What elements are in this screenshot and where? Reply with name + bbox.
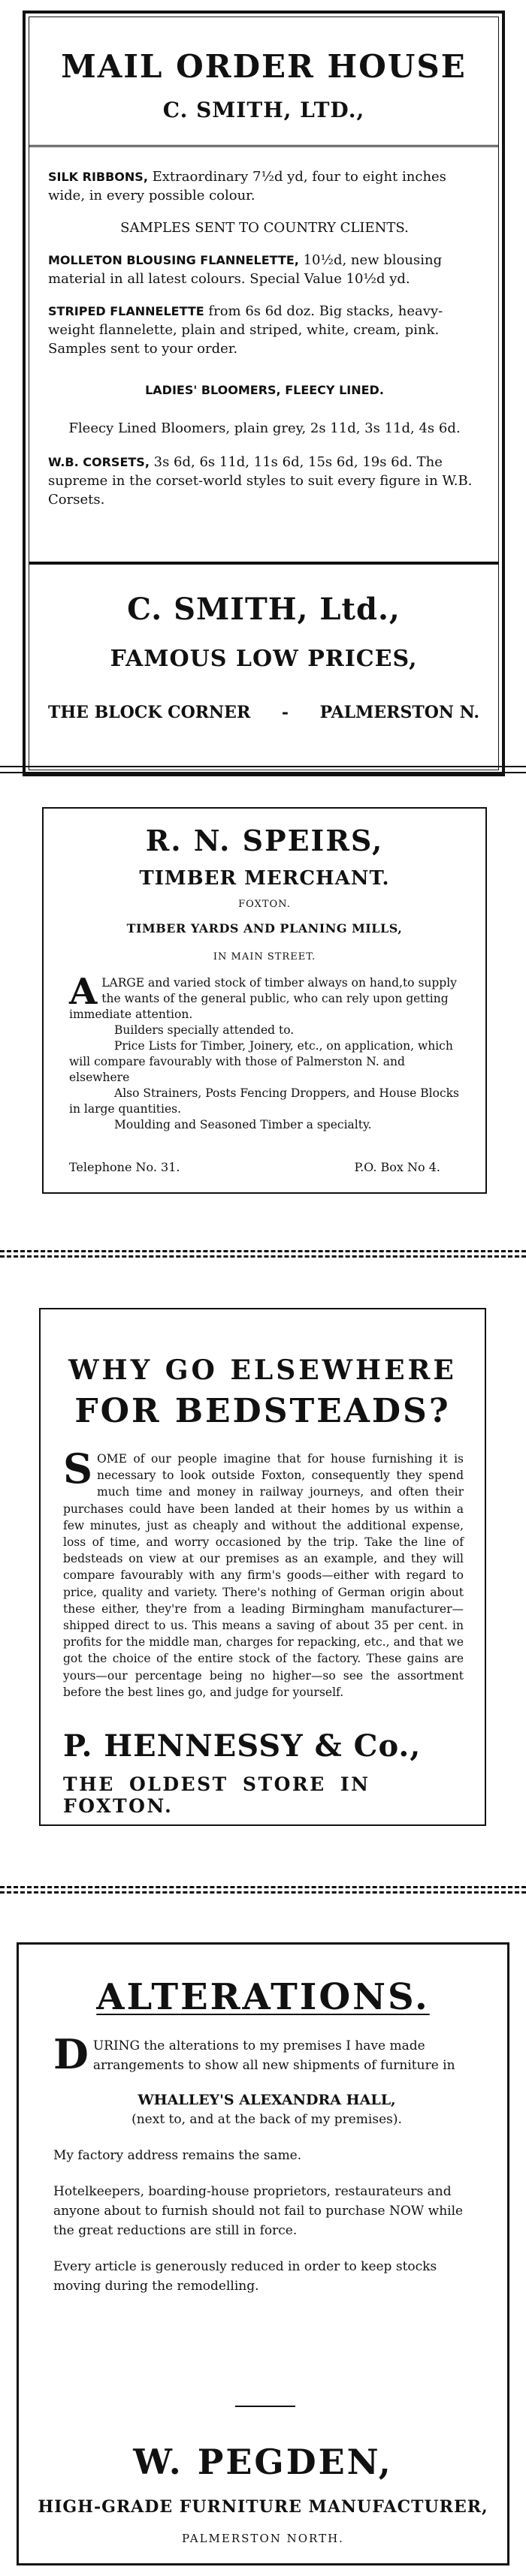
item-label: SILK RIBBONS, (48, 170, 148, 184)
speirs-telephone: Telephone No. 31. (69, 1160, 180, 1174)
mail-order-subtitle: C. SMITH, LTD., (162, 98, 365, 122)
footer-dash: - (281, 703, 289, 722)
footer-name: C. SMITH, Ltd., (127, 592, 401, 627)
pegden-trade: HIGH-GRADE FURNITURE MANUFACTURER, (38, 2497, 488, 2517)
header-divider (29, 145, 499, 147)
dropcap: S (63, 1445, 92, 1493)
item-text: 3s 6d, 6s 11d, 11s 6d, 15s 6d, 19s 6d. The supreme in the corset-world styles to suit every figure in W.B. Corsets. (48, 454, 473, 508)
separator-band (0, 766, 526, 773)
speirs-town: FOXTON. (238, 899, 291, 910)
speirs-yards: TIMBER YARDS AND PLANING MILLS, (126, 921, 403, 935)
footer-address-right: PALMERSTON N. (319, 703, 479, 722)
pegden-body (53, 2030, 480, 2296)
speirs-trade: TIMBER MERCHANT. (139, 867, 390, 890)
pegden-para2: My factory address remains the same. (53, 2148, 302, 2163)
hennessy-headline2: FOR BEDSTEADS? (74, 1392, 451, 1430)
pegden-para3: Hotelkeepers, boarding-house proprietors, restaurateurs and anyone about to furnish should not fail to purchase NOW while the great reductions are still in force. (53, 2184, 464, 2238)
pegden-ad (17, 1942, 509, 2565)
pegden-hall: WHALLEY'S ALEXANDRA HALL, (138, 2092, 396, 2108)
speirs-name: R. N. SPEIRS, (145, 824, 384, 857)
footer-tagline: FAMOUS LOW PRICES, (110, 646, 418, 672)
item-silk-ribbons (48, 167, 481, 205)
speirs-para3: Price Lists for Timber, Joinery, etc., on application, which will compare favourably with those of Palmerston N. and elsewhere (69, 1039, 453, 1084)
item-text: from 6s 6d doz. Big stacks, heavy-weight flannelette, plain and striped, white, cream, pink. Samples sent to your order. (48, 303, 443, 357)
item-bloomers (48, 419, 481, 438)
mail-order-items (48, 167, 481, 517)
item-molleton (48, 251, 481, 288)
para-text: OME of our people imagine that for house furnishing it is necessary to look outside Foxton, consequently they spend much time and money in railway journeys, and often their purchases could have been landed at their homes by us within a few minutes, just as cheaply and without the additional expense, loss of time, and worry occasioned by the trip. Take the line of bedsteads on view at our premises as an example, and they will compare favourably with any firm's goods—either with regard to price, quality and variety. There's nothing of German origin about these either, they're from a leading Birmingham manufacturer—shipped direct to us. This means a saving of about 35 per cent. in profits for the middle man, charges for repacking, etc., and that we got the choice of the entire stock of the factory. These gains are yours—our percentage being no higher—so see the assortment before the best lines go, and judge for yourself. (63, 1452, 464, 1699)
item-label: STRIPED FLANNELETTE (48, 304, 204, 318)
para-text: LARGE and varied stock of timber always on hand,to supply the wants of the general public, who can rely upon getting immediate attention. (69, 976, 457, 1021)
pegden-para4: Every article is generously reduced in order to keep stocks moving during the remodelling. (53, 2259, 437, 2294)
item-label: MOLLETON BLOUSING FLANNELETTE, (48, 253, 299, 267)
footer-address-left: THE BLOCK CORNER (48, 703, 251, 722)
speirs-ad (42, 807, 487, 1194)
separator-band (0, 1250, 526, 1258)
speirs-para2: Builders specially attended to. (114, 1023, 295, 1037)
item-bloomers-heading (48, 381, 481, 399)
hennessy-para (63, 1445, 464, 1701)
item-label: LADIES' BLOOMERS, FLEECY LINED. (145, 383, 384, 397)
footer-address (48, 703, 479, 722)
speirs-para4: Also Strainers, Posts Fencing Droppers, and House Blocks in large quantities. (69, 1086, 459, 1116)
mail-order-title: MAIL ORDER HOUSE (61, 48, 467, 85)
pegden-headline: ALTERATIONS. (96, 1976, 430, 2018)
pegden-para1 (53, 2030, 480, 2078)
item-text: Fleecy Lined Bloomers, plain grey, 2s 11d, 3s 11d, 4s 6d. (68, 420, 461, 436)
speirs-para5: Moulding and Seasoned Timber a specialty. (114, 1118, 372, 1131)
pegden-divider (235, 2406, 295, 2407)
hennessy-firm: P. HENNESSY & Co., (63, 1728, 422, 1764)
hennessy-headline1: WHY GO ELSEWHERE (68, 1354, 457, 1386)
item-corsets (48, 453, 481, 509)
speirs-body (69, 971, 463, 1133)
hennessy-ad (39, 1308, 486, 1826)
item-striped (48, 302, 481, 358)
footer-divider (29, 562, 499, 565)
pegden-town: PALMERSTON NORTH. (182, 2532, 344, 2545)
mail-order-ad (23, 11, 505, 776)
item-text: SAMPLES SENT TO COUNTRY CLIENTS. (120, 220, 409, 236)
item-samples (48, 218, 481, 237)
pegden-hall-note: (next to, and at the back of my premises). (132, 2112, 402, 2127)
item-text: Extraordinary 7½d yd, four to eight inches wide, in every possible colour. (48, 169, 446, 203)
dropcap: D (53, 2030, 89, 2078)
para-text: URING the alterations to my premises I have made arrangements to show all new shipments of furniture in (92, 2038, 455, 2073)
hennessy-body (63, 1445, 464, 1701)
speirs-pobox: P.O. Box No 4. (354, 1160, 440, 1174)
dropcap: A (69, 971, 98, 1013)
item-label: W.B. CORSETS, (48, 455, 150, 469)
speirs-para1 (69, 971, 463, 1023)
speirs-street: IN MAIN STREET. (213, 951, 316, 963)
separator-band (0, 1886, 526, 1894)
speirs-contact (69, 1160, 440, 1174)
hennessy-slogan: THE OLDEST STORE IN FOXTON. (63, 1773, 370, 1817)
pegden-name: W. PEGDEN, (133, 2442, 393, 2482)
item-text: 10½d, new blousing material in all latest colours. Special Value 10½d yd. (48, 252, 443, 287)
